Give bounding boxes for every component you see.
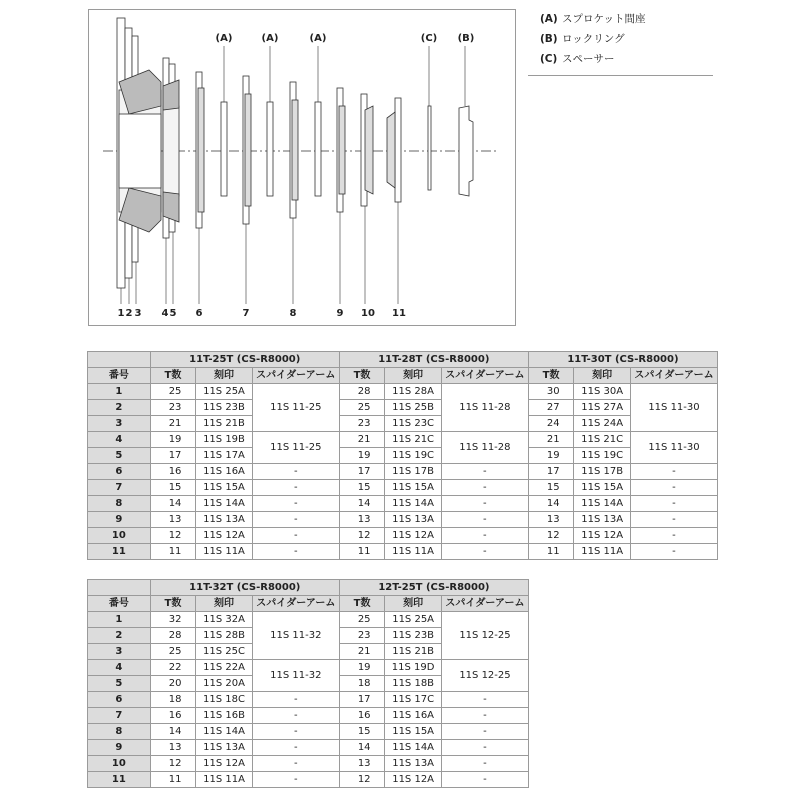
teeth-cell: 12	[528, 528, 574, 544]
marking-cell: 11S 23C	[385, 416, 442, 432]
teeth-cell: 13	[150, 740, 196, 756]
teeth-cell: 27	[528, 400, 574, 416]
table-row	[88, 464, 718, 480]
teeth-cell: 12	[339, 528, 385, 544]
teeth-cell: 11	[150, 544, 196, 560]
table-row	[88, 528, 718, 544]
teeth-cell: 15	[150, 480, 196, 496]
teeth-cell: 14	[150, 724, 196, 740]
cassette-exploded-view	[89, 10, 517, 327]
teeth-cell: 12	[339, 772, 385, 788]
marking-cell: 11S 25A	[385, 612, 442, 628]
spider-arm-cell: -	[441, 708, 528, 724]
marking-cell: 11S 23B	[385, 628, 442, 644]
marking-cell: 11S 12A	[574, 528, 631, 544]
teeth-cell: 14	[339, 740, 385, 756]
marking-cell: 11S 13A	[196, 512, 253, 528]
table-row	[88, 692, 529, 708]
teeth-cell: 21	[150, 416, 196, 432]
spider-arm-cell: 11S 11-28	[441, 384, 528, 432]
spider-arm-cell: 11S 11-30	[630, 384, 717, 432]
spider-arm-cell: -	[441, 544, 528, 560]
teeth-cell: 25	[150, 384, 196, 400]
teeth-cell: 14	[339, 496, 385, 512]
teeth-cell: 13	[339, 512, 385, 528]
teeth-cell: 25	[339, 612, 385, 628]
teeth-cell: 15	[339, 480, 385, 496]
column-header-number: 番号	[88, 596, 151, 612]
row-number: 4	[88, 432, 151, 448]
spider-arm-cell: -	[630, 496, 717, 512]
teeth-cell: 11	[339, 544, 385, 560]
spider-arm-cell: 11S 12-25	[441, 612, 528, 660]
row-number: 8	[88, 724, 151, 740]
spider-arm-cell: -	[252, 772, 339, 788]
spider-arm-cell: -	[252, 480, 339, 496]
label-7: 7	[242, 308, 250, 319]
teeth-cell: 23	[339, 628, 385, 644]
row-number: 9	[88, 512, 151, 528]
marking-cell: 11S 19C	[574, 448, 631, 464]
sprocket-4-5	[163, 58, 179, 238]
spider-arm-cell: -	[441, 740, 528, 756]
teeth-cell: 28	[150, 628, 196, 644]
marking-cell: 11S 24A	[574, 416, 631, 432]
sprocket-table-1	[87, 351, 718, 560]
spider-arm-cell: 11S 11-32	[252, 660, 339, 692]
teeth-cell: 12	[150, 528, 196, 544]
spider-arm-cell: -	[630, 480, 717, 496]
group-title: 11T-25T (CS-R8000)	[150, 352, 339, 368]
marking-cell: 11S 27A	[574, 400, 631, 416]
teeth-cell: 23	[339, 416, 385, 432]
teeth-cell: 28	[339, 384, 385, 400]
label-c: (C)	[420, 33, 438, 44]
row-number: 11	[88, 772, 151, 788]
row-number: 4	[88, 660, 151, 676]
spacer-c	[428, 106, 431, 190]
label-a-3: (A)	[309, 33, 327, 44]
row-number: 5	[88, 448, 151, 464]
spider-arm-cell: -	[441, 528, 528, 544]
exploded-diagram	[88, 9, 516, 326]
legend	[528, 9, 713, 76]
table-row	[88, 512, 718, 528]
teeth-cell: 17	[528, 464, 574, 480]
marking-cell: 11S 14A	[385, 496, 442, 512]
spacer-a-3	[315, 102, 321, 196]
column-header-spider-arm: スパイダーアーム	[441, 368, 528, 384]
label-3: 3	[134, 308, 142, 319]
teeth-cell: 17	[339, 464, 385, 480]
marking-cell: 11S 16B	[196, 708, 253, 724]
marking-cell: 11S 19C	[385, 448, 442, 464]
sprocket-1-2-3	[117, 18, 161, 288]
spider-arm-cell: -	[252, 464, 339, 480]
marking-cell: 11S 20A	[196, 676, 253, 692]
teeth-cell: 14	[528, 496, 574, 512]
marking-cell: 11S 15A	[385, 480, 442, 496]
legend-item-c: (C) スペーサー	[540, 53, 615, 65]
marking-cell: 11S 14A	[385, 740, 442, 756]
teeth-cell: 18	[339, 676, 385, 692]
teeth-cell: 21	[339, 432, 385, 448]
group-title: 11T-30T (CS-R8000)	[528, 352, 717, 368]
spider-arm-cell: -	[252, 756, 339, 772]
column-header-teeth: T数	[150, 596, 196, 612]
table-row	[88, 740, 529, 756]
teeth-cell: 19	[339, 448, 385, 464]
spider-arm-cell: 11S 11-25	[252, 432, 339, 464]
teeth-cell: 11	[528, 544, 574, 560]
marking-cell: 11S 28B	[196, 628, 253, 644]
marking-cell: 11S 11A	[196, 772, 253, 788]
row-number: 5	[88, 676, 151, 692]
teeth-cell: 17	[339, 692, 385, 708]
table-row	[88, 756, 529, 772]
label-11: 11	[392, 308, 406, 319]
teeth-cell: 11	[150, 772, 196, 788]
marking-cell: 11S 12A	[385, 528, 442, 544]
spider-arm-cell: -	[441, 692, 528, 708]
teeth-cell: 12	[150, 756, 196, 772]
row-number: 10	[88, 528, 151, 544]
marking-cell: 11S 19B	[196, 432, 253, 448]
marking-cell: 11S 16A	[385, 708, 442, 724]
spider-arm-cell: 11S 11-25	[252, 384, 339, 432]
label-b: (B)	[457, 33, 475, 44]
row-number: 2	[88, 628, 151, 644]
spider-arm-cell: -	[252, 544, 339, 560]
marking-cell: 11S 21C	[574, 432, 631, 448]
teeth-cell: 16	[150, 708, 196, 724]
label-2: 2	[125, 308, 133, 319]
spider-arm-cell: -	[252, 512, 339, 528]
marking-cell: 11S 15A	[196, 480, 253, 496]
label-8: 8	[289, 308, 297, 319]
label-a-1: (A)	[215, 33, 233, 44]
teeth-cell: 16	[339, 708, 385, 724]
marking-cell: 11S 16A	[196, 464, 253, 480]
column-header-marking: 刻印	[385, 368, 442, 384]
column-header-spider-arm: スパイダーアーム	[252, 596, 339, 612]
teeth-cell: 30	[528, 384, 574, 400]
marking-cell: 11S 18C	[196, 692, 253, 708]
sprocket-table-2	[87, 579, 529, 788]
marking-cell: 11S 25A	[196, 384, 253, 400]
table-row	[88, 384, 718, 400]
spider-arm-cell: -	[441, 464, 528, 480]
teeth-cell: 16	[150, 464, 196, 480]
marking-cell: 11S 19D	[385, 660, 442, 676]
marking-cell: 11S 12A	[196, 528, 253, 544]
spider-arm-cell: 11S 12-25	[441, 660, 528, 692]
marking-cell: 11S 17B	[574, 464, 631, 480]
column-header-number: 番号	[88, 368, 151, 384]
table-row	[88, 416, 718, 432]
column-header-marking: 刻印	[385, 596, 442, 612]
marking-cell: 11S 22A	[196, 660, 253, 676]
spider-arm-cell: -	[441, 756, 528, 772]
table-row	[88, 660, 529, 676]
marking-cell: 11S 21B	[385, 644, 442, 660]
row-number: 3	[88, 416, 151, 432]
row-number: 11	[88, 544, 151, 560]
marking-cell: 11S 25C	[196, 644, 253, 660]
spider-arm-cell: -	[252, 740, 339, 756]
spider-arm-cell: -	[252, 724, 339, 740]
row-number: 7	[88, 708, 151, 724]
marking-cell: 11S 11A	[385, 544, 442, 560]
row-number: 3	[88, 644, 151, 660]
table-row	[88, 708, 529, 724]
header-blank	[88, 580, 151, 596]
label-1: 1	[117, 308, 125, 319]
table-row	[88, 496, 718, 512]
label-10: 10	[361, 308, 375, 319]
sprocket-9	[337, 88, 345, 212]
row-number: 9	[88, 740, 151, 756]
row-number: 6	[88, 464, 151, 480]
marking-cell: 11S 23B	[196, 400, 253, 416]
table-row	[88, 480, 718, 496]
teeth-cell: 15	[528, 480, 574, 496]
marking-cell: 11S 12A	[196, 756, 253, 772]
label-5: 5	[169, 308, 177, 319]
column-header-spider-arm: スパイダーアーム	[630, 368, 717, 384]
row-number: 7	[88, 480, 151, 496]
marking-cell: 11S 12A	[385, 772, 442, 788]
table-row	[88, 432, 718, 448]
spider-arm-cell: 11S 11-28	[441, 432, 528, 464]
spider-arm-cell: -	[252, 528, 339, 544]
marking-cell: 11S 21B	[196, 416, 253, 432]
spider-arm-cell: -	[441, 480, 528, 496]
teeth-cell: 13	[339, 756, 385, 772]
spider-arm-cell: -	[441, 496, 528, 512]
spacer-a-2	[267, 102, 273, 196]
row-number: 1	[88, 612, 151, 628]
table-row	[88, 612, 529, 628]
spider-arm-cell: -	[441, 724, 528, 740]
teeth-cell: 19	[528, 448, 574, 464]
teeth-cell: 21	[339, 644, 385, 660]
column-header-spider-arm: スパイダーアーム	[441, 596, 528, 612]
group-title: 12T-25T (CS-R8000)	[339, 580, 528, 596]
label-9: 9	[336, 308, 344, 319]
table-row	[88, 772, 529, 788]
teeth-cell: 32	[150, 612, 196, 628]
row-number: 8	[88, 496, 151, 512]
label-4: 4	[161, 308, 169, 319]
lockring-b	[459, 106, 473, 196]
teeth-cell: 13	[528, 512, 574, 528]
spider-arm-cell: -	[630, 464, 717, 480]
teeth-cell: 20	[150, 676, 196, 692]
header-blank	[88, 352, 151, 368]
spider-arm-cell: -	[252, 496, 339, 512]
sprocket-7	[243, 76, 251, 224]
spacer-a-1	[221, 102, 227, 196]
marking-cell: 11S 13A	[196, 740, 253, 756]
spider-arm-cell: -	[630, 512, 717, 528]
spider-arm-cell: -	[441, 772, 528, 788]
spider-arm-cell: -	[252, 708, 339, 724]
teeth-cell: 25	[150, 644, 196, 660]
marking-cell: 11S 21C	[385, 432, 442, 448]
spider-arm-cell: -	[630, 544, 717, 560]
table-row	[88, 448, 718, 464]
marking-cell: 11S 17A	[196, 448, 253, 464]
marking-cell: 11S 15A	[385, 724, 442, 740]
sprocket-11	[387, 98, 401, 202]
teeth-cell: 21	[528, 432, 574, 448]
teeth-cell: 22	[150, 660, 196, 676]
legend-item-b: (B) ロックリング	[540, 33, 625, 45]
spider-arm-cell: -	[252, 692, 339, 708]
marking-cell: 11S 25B	[385, 400, 442, 416]
sprocket-10	[361, 94, 373, 206]
marking-cell: 11S 13A	[574, 512, 631, 528]
column-header-teeth: T数	[528, 368, 574, 384]
label-a-2: (A)	[261, 33, 279, 44]
marking-cell: 11S 32A	[196, 612, 253, 628]
legend-item-a: (A) スプロケット間座	[540, 13, 646, 25]
column-header-teeth: T数	[339, 368, 385, 384]
teeth-cell: 19	[339, 660, 385, 676]
marking-cell: 11S 15A	[574, 480, 631, 496]
teeth-cell: 15	[339, 724, 385, 740]
sprocket-6	[196, 72, 204, 228]
teeth-cell: 14	[150, 496, 196, 512]
spider-arm-cell: 11S 11-30	[630, 432, 717, 464]
spider-arm-cell: 11S 11-32	[252, 612, 339, 660]
marking-cell: 11S 14A	[196, 724, 253, 740]
teeth-cell: 25	[339, 400, 385, 416]
row-number: 10	[88, 756, 151, 772]
teeth-cell: 17	[150, 448, 196, 464]
column-header-marking: 刻印	[196, 596, 253, 612]
column-header-marking: 刻印	[196, 368, 253, 384]
marking-cell: 11S 30A	[574, 384, 631, 400]
spider-arm-cell: -	[441, 512, 528, 528]
marking-cell: 11S 28A	[385, 384, 442, 400]
teeth-cell: 13	[150, 512, 196, 528]
row-number: 2	[88, 400, 151, 416]
marking-cell: 11S 11A	[574, 544, 631, 560]
marking-cell: 11S 18B	[385, 676, 442, 692]
column-header-spider-arm: スパイダーアーム	[252, 368, 339, 384]
marking-cell: 11S 13A	[385, 512, 442, 528]
group-title: 11T-32T (CS-R8000)	[150, 580, 339, 596]
spider-arm-cell: -	[630, 528, 717, 544]
column-header-teeth: T数	[339, 596, 385, 612]
row-number: 1	[88, 384, 151, 400]
marking-cell: 11S 13A	[385, 756, 442, 772]
row-number: 6	[88, 692, 151, 708]
teeth-cell: 24	[528, 416, 574, 432]
table-row	[88, 400, 718, 416]
teeth-cell: 23	[150, 400, 196, 416]
teeth-cell: 19	[150, 432, 196, 448]
group-title: 11T-28T (CS-R8000)	[339, 352, 528, 368]
marking-cell: 11S 11A	[196, 544, 253, 560]
table-row	[88, 544, 718, 560]
table-row	[88, 724, 529, 740]
marking-cell: 11S 17B	[385, 464, 442, 480]
column-header-marking: 刻印	[574, 368, 631, 384]
marking-cell: 11S 14A	[574, 496, 631, 512]
column-header-teeth: T数	[150, 368, 196, 384]
marking-cell: 11S 14A	[196, 496, 253, 512]
teeth-cell: 18	[150, 692, 196, 708]
marking-cell: 11S 17C	[385, 692, 442, 708]
sprocket-8	[290, 82, 298, 218]
label-6: 6	[195, 308, 203, 319]
